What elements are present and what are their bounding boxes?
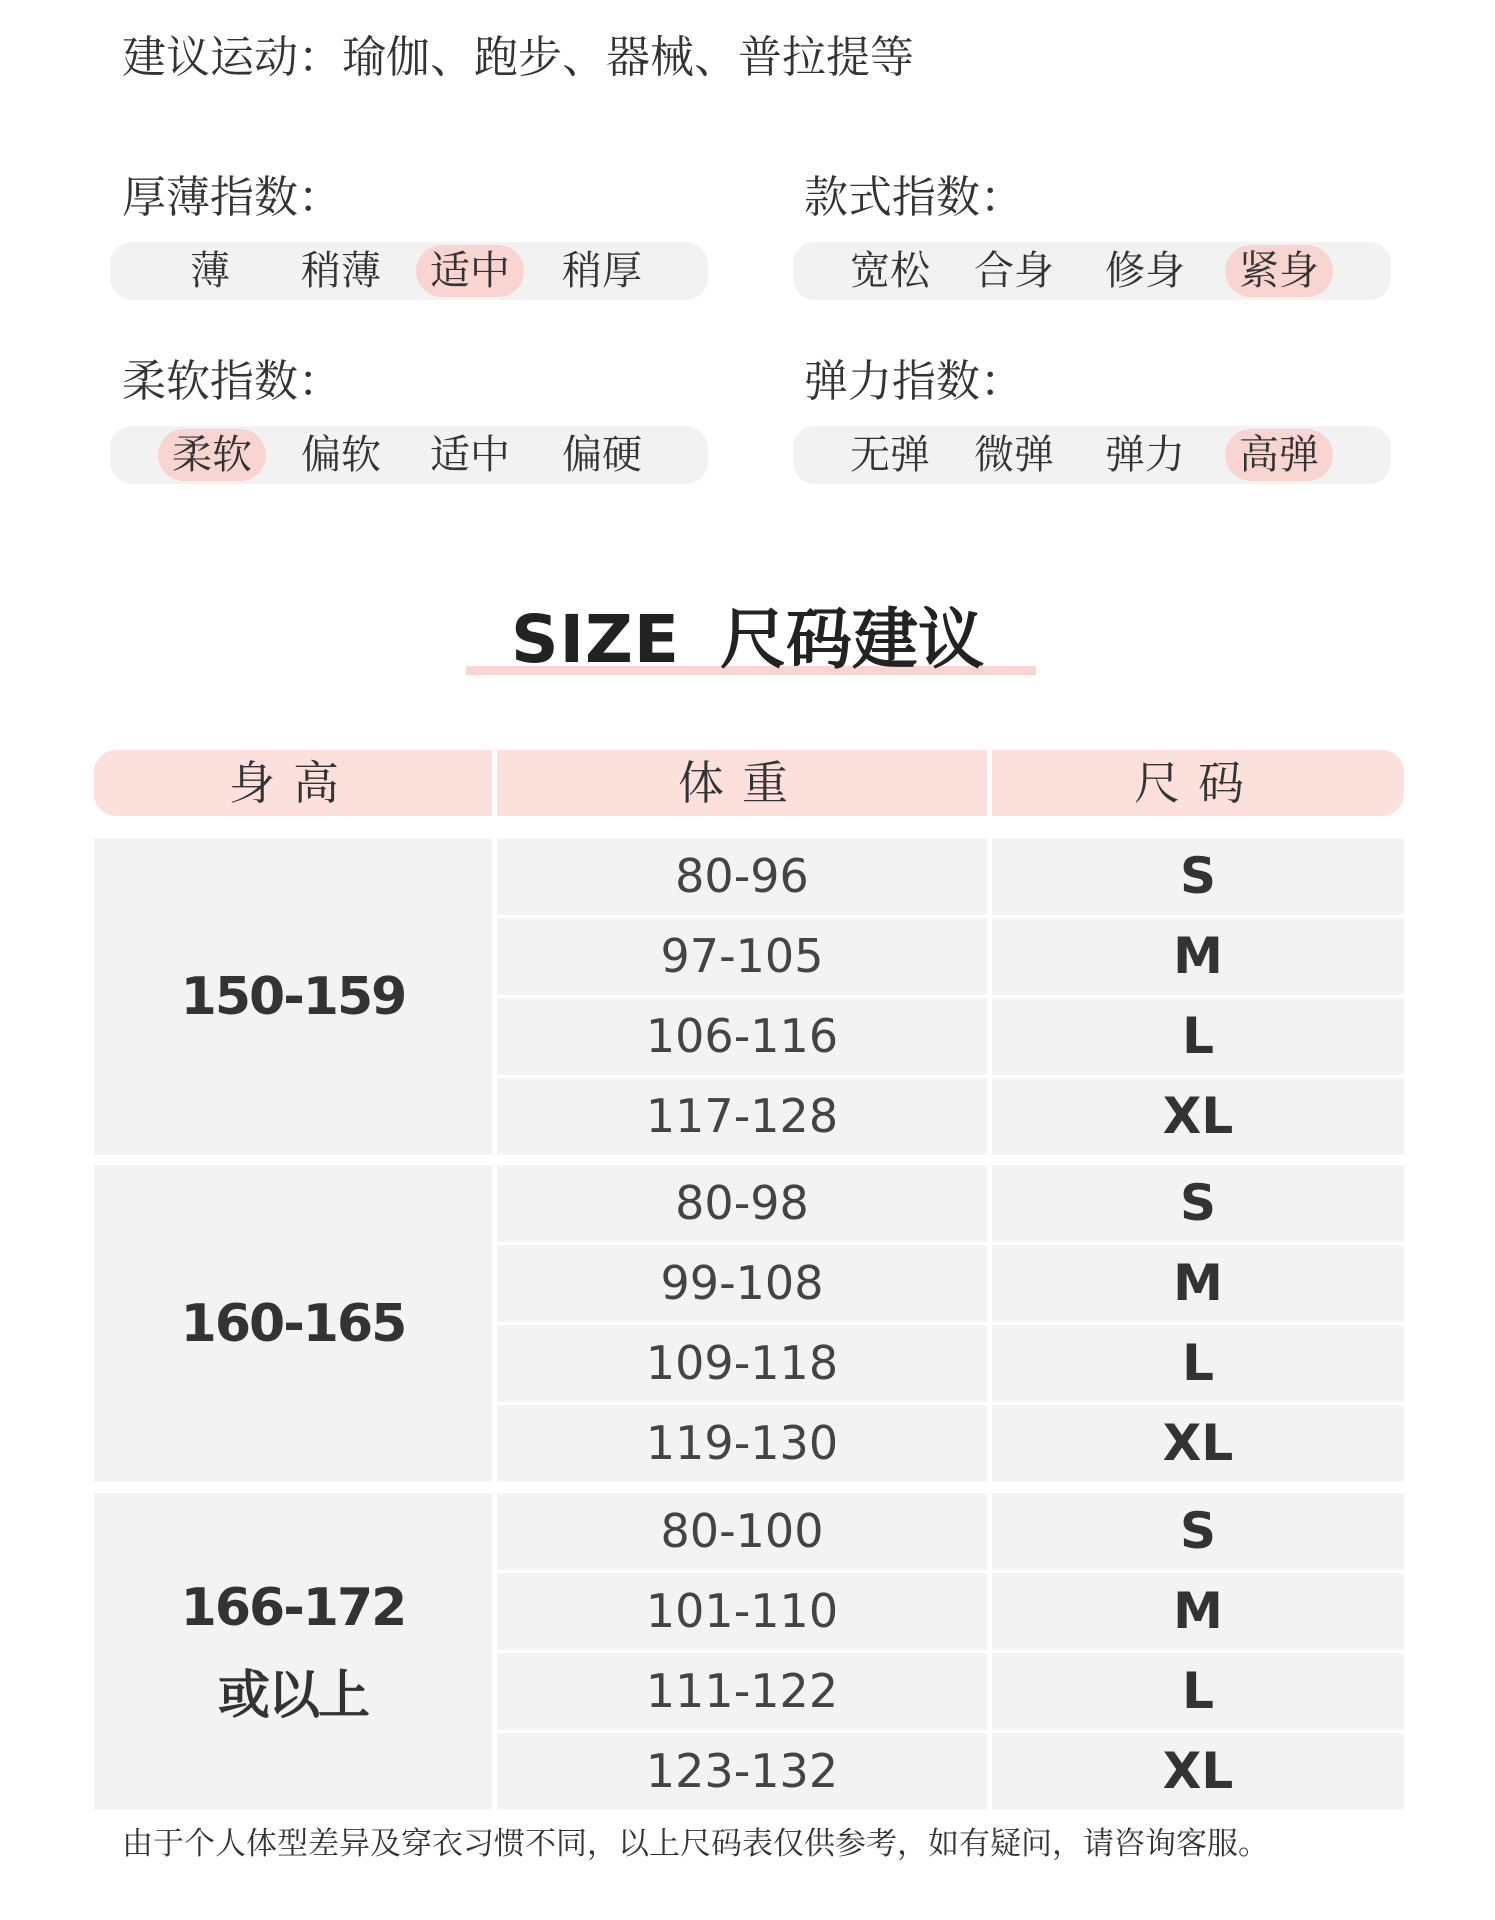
- fit-style-option: 修身: [1105, 248, 1185, 294]
- size-label-cell: XL: [992, 1405, 1404, 1482]
- height-range-text: 150-159: [180, 966, 406, 1027]
- elasticity-index-title: 弹力指数：: [804, 356, 1024, 407]
- size-label-cell: XL: [992, 1078, 1404, 1155]
- header-height: 身高: [94, 750, 492, 816]
- softness-option: 偏硬: [562, 432, 642, 478]
- header-size: 尺码: [992, 750, 1404, 816]
- fit-style-option: 合身: [974, 248, 1054, 294]
- softness-index-title: 柔软指数：: [122, 356, 342, 407]
- size-disclaimer-footnote: 由于个人体型差异及穿衣习惯不同，以上尺码表仅供参考，如有疑问，请咨询客服。: [122, 1826, 1269, 1862]
- recommended-sports-text: 建议运动：瑜伽、跑步、器械、普拉提等: [122, 32, 914, 83]
- elasticity-index-scale: [793, 426, 1391, 484]
- size-title-en: SIZE: [510, 601, 681, 678]
- weight-range-cell: 111-122: [497, 1653, 987, 1730]
- elasticity-option: 弹力: [1105, 432, 1185, 478]
- weight-range-cell: 101-110: [497, 1573, 987, 1650]
- weight-range-cell: 117-128: [497, 1078, 987, 1155]
- height-range-cell: [94, 838, 492, 1155]
- size-label-cell: L: [992, 1325, 1404, 1402]
- weight-range-cell: 106-116: [497, 998, 987, 1075]
- weight-range-cell: 80-96: [497, 838, 987, 915]
- size-section-title: [0, 600, 1495, 680]
- fit-style-index-title: 款式指数：: [804, 172, 1024, 223]
- weight-range-cell: 80-100: [497, 1493, 987, 1570]
- weight-range-cell: 109-118: [497, 1325, 987, 1402]
- thickness-index-scale: [110, 242, 708, 300]
- elasticity-option-selected: 高弹: [1225, 429, 1333, 481]
- size-title-cn: 尺码建议: [720, 601, 985, 678]
- size-label-cell: M: [992, 918, 1404, 995]
- weight-range-cell: 123-132: [497, 1733, 987, 1810]
- header-weight: 体重: [497, 750, 987, 816]
- size-label-cell: XL: [992, 1733, 1404, 1810]
- softness-option-selected: 柔软: [158, 429, 266, 481]
- weight-range-cell: 80-98: [497, 1165, 987, 1242]
- height-range-cell: [94, 1165, 492, 1482]
- thickness-option: 稍薄: [301, 248, 381, 294]
- thickness-index-title: 厚薄指数：: [122, 172, 342, 223]
- height-range-text: 或以上: [217, 1665, 368, 1726]
- size-label-cell: L: [992, 1653, 1404, 1730]
- softness-index-scale: [110, 426, 708, 484]
- elasticity-option: 无弹: [850, 432, 930, 478]
- thickness-option-selected: 适中: [416, 245, 524, 297]
- size-label-cell: S: [992, 1165, 1404, 1242]
- thickness-option: 稍厚: [562, 248, 642, 294]
- size-label-cell: L: [992, 998, 1404, 1075]
- softness-option: 偏软: [301, 432, 381, 478]
- height-range-text: 166-172: [180, 1577, 406, 1638]
- elasticity-option: 微弹: [974, 432, 1054, 478]
- thickness-option: 薄: [190, 248, 230, 294]
- height-range-cell: [94, 1493, 492, 1810]
- weight-range-cell: 97-105: [497, 918, 987, 995]
- height-range-text: 160-165: [180, 1293, 406, 1354]
- size-label-cell: S: [992, 838, 1404, 915]
- weight-range-cell: 99-108: [497, 1245, 987, 1322]
- fit-style-option-selected: 紧身: [1225, 245, 1333, 297]
- softness-option: 适中: [430, 432, 510, 478]
- fit-style-index-scale: [793, 242, 1391, 300]
- size-label-cell: S: [992, 1493, 1404, 1570]
- fit-style-option: 宽松: [850, 248, 930, 294]
- weight-range-cell: 119-130: [497, 1405, 987, 1482]
- size-label-cell: M: [992, 1245, 1404, 1322]
- size-label-cell: M: [992, 1573, 1404, 1650]
